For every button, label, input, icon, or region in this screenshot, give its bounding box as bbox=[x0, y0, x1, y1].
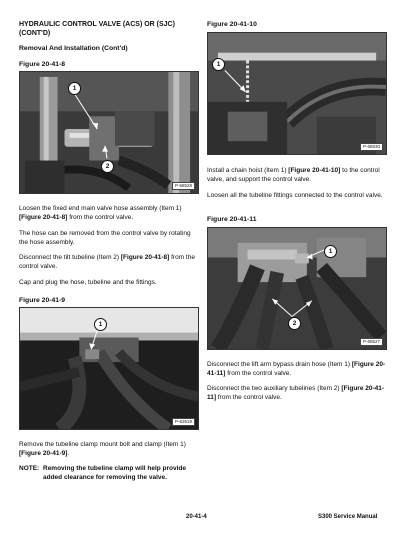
paragraph-disconnect-auxiliary: Disconnect the two auxiliary tubelines (Item 2) [Figure 20-41-11] from the control valve. bbox=[207, 385, 385, 401]
figure-reference[interactable]: [Figure 20-41-9] bbox=[19, 449, 68, 457]
paragraph-disconnect-drain: Disconnect the lift arm bypass drain hose (Item 1) [Figure 20-41-11] from the control valve. bbox=[207, 361, 386, 377]
callout-1: 1 bbox=[324, 245, 337, 258]
note-label: NOTE: bbox=[19, 465, 40, 472]
page-number: 20-41-4 bbox=[186, 514, 207, 520]
callout-1: 1 bbox=[68, 82, 81, 95]
page-title: HYDRAULIC CONTROL VALVE (ACS) OR (SJC) (CONT'D) bbox=[19, 21, 175, 37]
figure-reference[interactable]: [Figure 20-41-10] bbox=[288, 167, 341, 174]
paragraph-disconnect-tilt: Disconnect the tilt tubeline (Item 2) [Figure 20-41-8] from the control valve. bbox=[19, 254, 195, 270]
valve-hose-photo bbox=[20, 72, 198, 193]
paragraph-install-hoist: Install a chain hoist (Item 1) [Figure 20-41-10] to the control valve, and support the control valve. bbox=[207, 167, 380, 183]
photo-code: P-62619 bbox=[172, 418, 195, 426]
paragraph-rotate-hose: The hose can be removed from the control valve by rotating the hose assembly. bbox=[19, 230, 191, 246]
callout-2: 2 bbox=[101, 160, 114, 173]
figure-label-20-41-8: Figure 20-41-8 bbox=[19, 61, 66, 68]
figure-reference[interactable]: [Figure 20-41-8] bbox=[19, 213, 68, 221]
note-text: Removing the tubeline clamp will help provide added clearance for removing the valve. bbox=[43, 465, 187, 481]
tubeline-clamp-photo bbox=[20, 308, 198, 429]
figure-reference[interactable]: [Figure 20-41-8] bbox=[120, 254, 170, 261]
figure-reference[interactable]: [Figure 20-41-11] bbox=[207, 385, 385, 401]
paragraph-loosen-fittings: Loosen all the tubeline fittings connected to the control valve. bbox=[207, 192, 383, 199]
figure-label-20-41-9: Figure 20-41-9 bbox=[19, 297, 66, 304]
figure-photo-20-41-8 bbox=[19, 71, 199, 194]
callout-1: 1 bbox=[212, 58, 225, 71]
figure-reference[interactable]: [Figure 20-41-11] bbox=[207, 361, 386, 377]
figure-label-20-41-10: Figure 20-41-10 bbox=[207, 21, 257, 28]
figure-label-20-41-11: Figure 20-41-11 bbox=[207, 216, 257, 223]
callout-2: 2 bbox=[288, 317, 301, 330]
figure-photo-20-41-11 bbox=[207, 227, 387, 350]
manual-name: S300 Service Manual bbox=[318, 514, 378, 520]
paragraph-loosen-hose: Loosen the fixed end main valve hose assembly (Item 1) [Figure 20-41-8] from the control valve. bbox=[19, 205, 182, 221]
figure-photo-20-41-10 bbox=[207, 32, 387, 155]
chain-hoist-photo bbox=[208, 33, 386, 154]
photo-code: P-68530 bbox=[360, 143, 383, 151]
paragraph-cap-plug: Cap and plug the hose, tubeline and the fittings. bbox=[19, 279, 157, 286]
paragraph-remove-clamp: Remove the tubeline clamp mount bolt and clamp (Item 1) [Figure 20-41-9]. bbox=[19, 441, 186, 457]
photo-code: P-68527 bbox=[360, 338, 383, 346]
figure-photo-20-41-9 bbox=[19, 307, 199, 430]
section-subtitle: Removal And Installation (Cont'd) bbox=[19, 45, 128, 52]
callout-1: 1 bbox=[94, 318, 107, 331]
photo-code: P-68528 bbox=[172, 182, 195, 190]
drain-hose-photo bbox=[208, 228, 386, 349]
